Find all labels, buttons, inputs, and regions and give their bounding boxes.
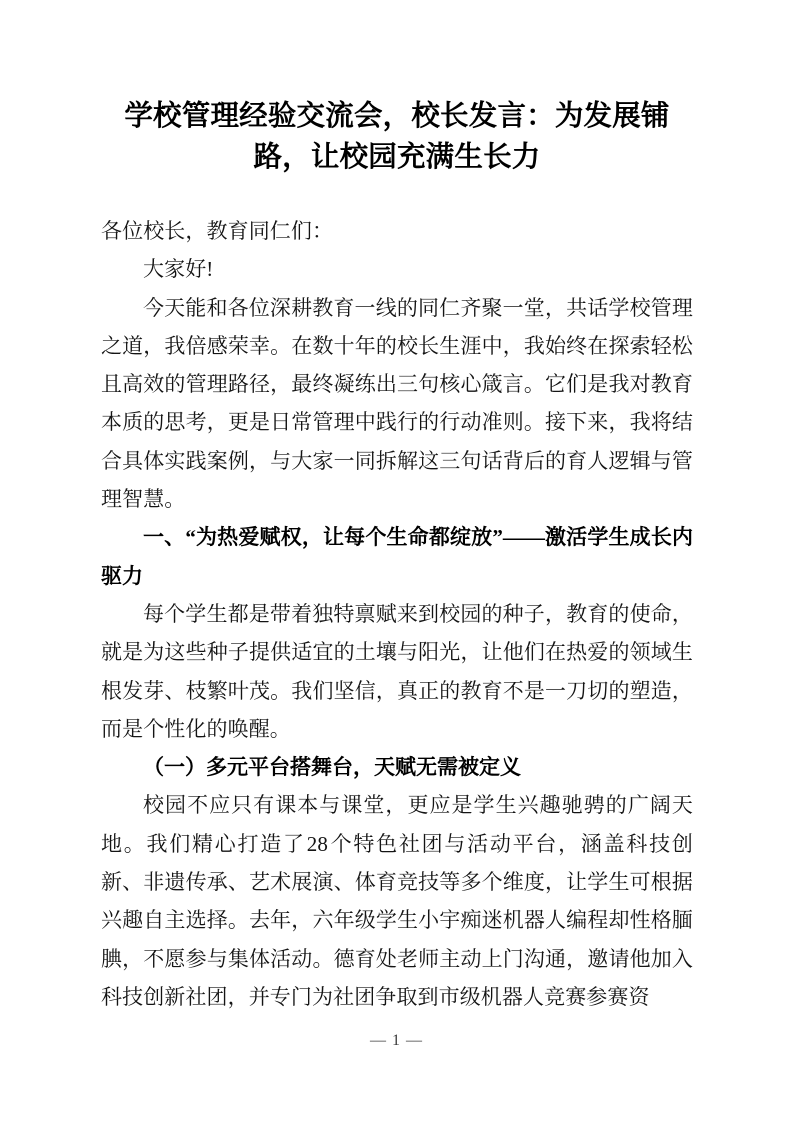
page-title: 学校管理经验交流会，校长发言：为发展铺路，让校园充满生长力 [124,100,670,173]
document-content [101,96,693,1016]
page-footer [0,1032,793,1050]
section-heading-1: 一、“为热爱赋权，让每个生命都绽放”——激活学生成长内驱力 [101,525,693,588]
page-number: — 1 — [370,1032,423,1049]
subsection-1-1-body-part2: 个特色社团与活动平台，涵盖科技创新、非遗传承、艺术展演、体育竞技等多个维度，让学生可根据兴趣自主选择。去年，六年级学生小宇痴迷机器人编程却性格腼腆，不愿参与集体活动。德育处老师主动上门沟通，邀请他加入科技创新社团，并专门为社团争取到市级机器人竞赛参赛资 [101,831,693,1009]
subsection-1-1-body-part1: 校园不应只有课本与课堂，更应是学生兴趣驰骋的广阔天地。我们精心打造了 [101,793,693,856]
intro-paragraph: 今天能和各位深耕教育一线的同仁齐聚一堂，共话学校管理之道，我倍感荣幸。在数十年的校长生涯中，我始终在探索轻松且高效的管理路径，最终凝练出三句核心箴言。它们是我对教育本质的思考，更是日常管理中践行的行动准则。接下来，我将结合具体实践案例，与大家一同拆解这三句话背后的育人逻辑与管理智慧。 [101,295,693,512]
section-1-body: 每个学生都是带着独特禀赋来到校园的种子，教育的使命，就是为这些种子提供适宜的土壤与阳光，让他们在热爱的领域生根发芽、枝繁叶茂。我们坚信，真正的教育不是一刀切的塑造，而是个性化的唤醒。 [101,601,693,741]
salutation-line: 各位校长，教育同仁们： [101,219,334,243]
subsection-1-1-body [101,786,693,1016]
club-count-number: 28 [306,831,328,856]
subsection-heading-1-1: （一）多元平台搭舞台，天赋无需被定义 [143,755,521,780]
greeting-line: 大家好! [143,257,214,282]
